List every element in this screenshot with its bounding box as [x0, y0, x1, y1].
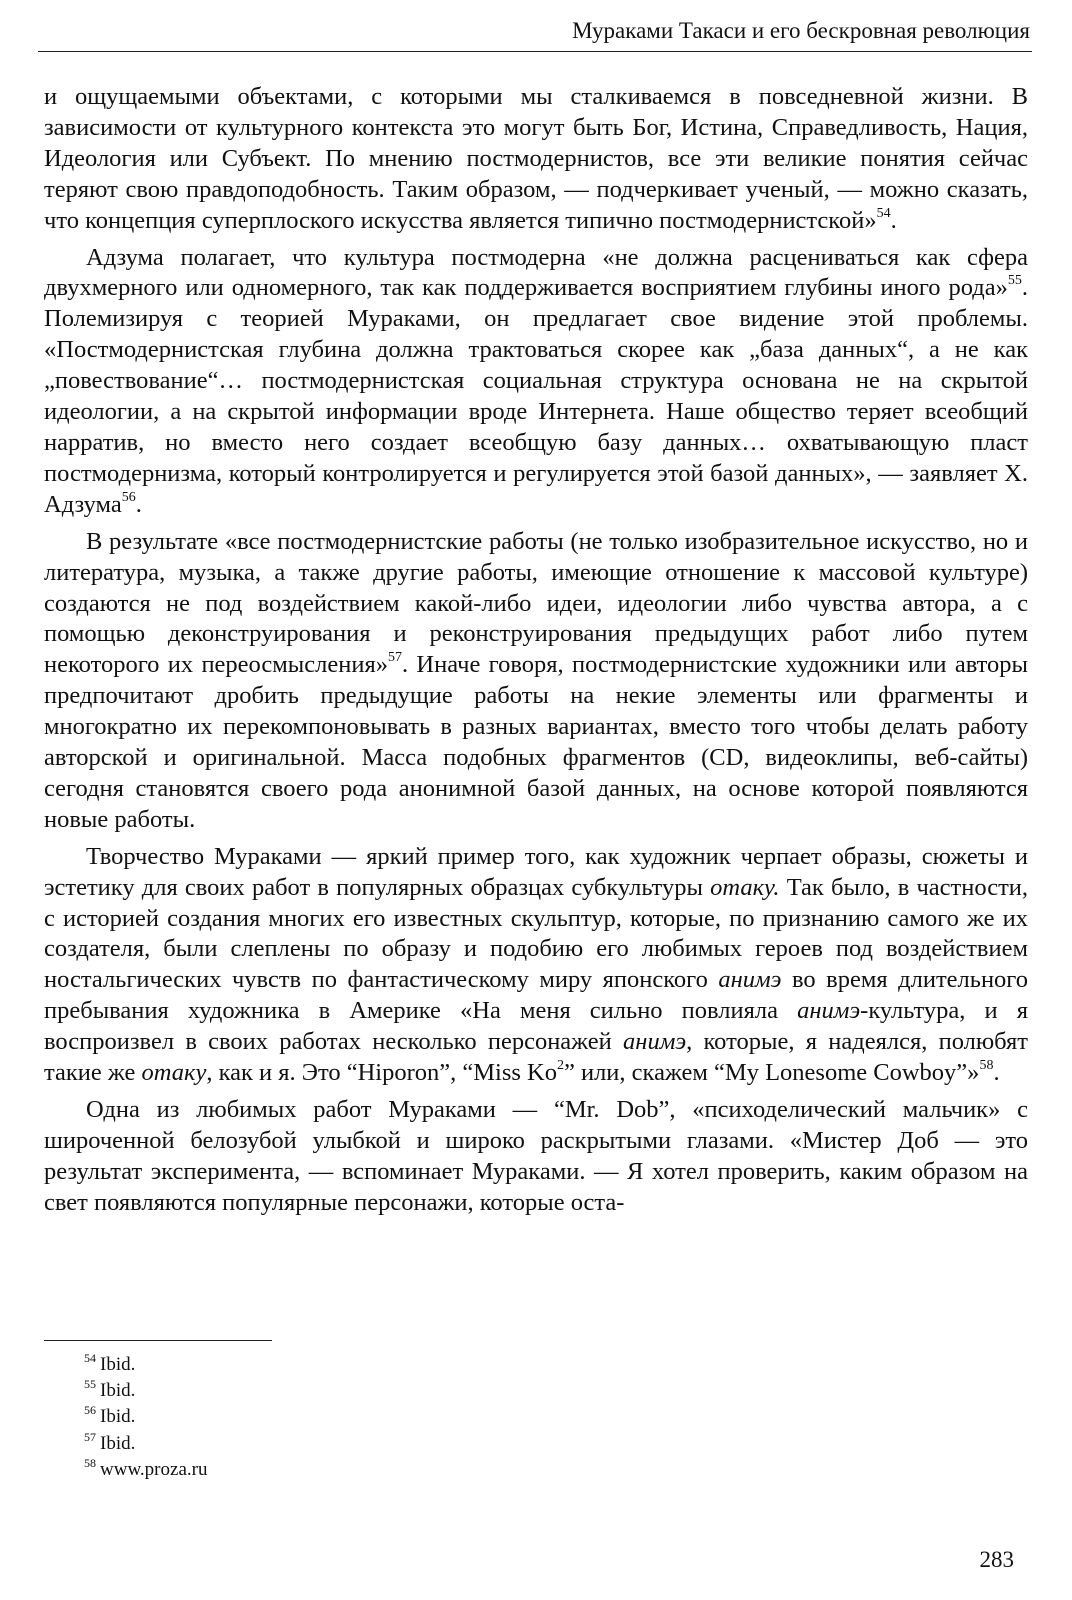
paragraph-3: [44, 527, 1028, 836]
footnote-ref-57: 57: [387, 650, 402, 666]
footnote-number: 56: [84, 1403, 96, 1418]
footnote-number: 57: [84, 1429, 96, 1444]
paragraph-4: [44, 842, 1028, 1089]
paragraph-text: .: [993, 1059, 1000, 1087]
paragraph-text: во время длительного пребывания художника в Америке «На меня сильно повлияла: [44, 966, 1028, 1025]
footnote-ref-55: 55: [1007, 273, 1022, 289]
paragraph-text: -культура, и я воспроизвел в своих работах несколько персонажей: [44, 997, 1028, 1056]
italic-term: отаку.: [710, 873, 780, 901]
footnotes: [84, 1352, 207, 1483]
paragraph-text: и ощущаемыми объектами, с которыми мы сталкиваемся в повседневной жизни. В зависимости от культурного контекста это могут быть Бог, Истина, Справедливость, Нация, Идеология или Субъект. По мнению постмодернистов, все эти великие понятия сейчас теряют свою правдоподобность. Таким образом, — подчеркивает ученый, — можно сказать, что концепция суперплоского искусства является типично постмодернистской»: [44, 83, 1028, 234]
paragraph-5: [44, 1095, 1028, 1219]
footnote-ref-54: 54: [876, 205, 891, 221]
footnote-56: [84, 1404, 207, 1430]
footnote-ref-58: 58: [979, 1058, 994, 1074]
body-text: [44, 82, 1028, 1219]
running-header: [38, 14, 1032, 52]
footnote-ref-56: 56: [121, 489, 136, 505]
paragraph-text: .: [135, 490, 142, 518]
paragraph-text: , как и я. Это “Hiporon”, “Miss Ko: [206, 1059, 557, 1087]
italic-term: отаку: [141, 1059, 207, 1087]
superscript-2: 2: [556, 1058, 564, 1074]
paragraph-text: . Полемизируя с теорией Мураками, он предлагает свое видение этой проблемы. «Постмодернистская глубина должна трактоваться скорее как „база данных“, а не как „повествование“… постмодернистская социальная структура основана не на скрытой идеологии, а на скрытой информации вроде Интернета. Наше общество теряет всеобщий нарратив, но вместо него создает всеобщую базу данных… охватывающую пласт постмодернизма, который контролируется и регулируется этой базой данных», — заявляет Х. Адзума: [44, 274, 1028, 518]
footnote-text: Ibid.: [100, 1354, 136, 1375]
paragraph-text: .: [890, 206, 897, 234]
paragraph-text: . Иначе говоря, постмодернистские художники или авторы предпочитают дробить предыдущие работы на некие элементы или фрагменты и многократно их перекомпоновывать в разных вариантах, вместо того чтобы делать работу авторской и оригинальной. Масса подобных фрагментов (CD, видеоклипы, веб-сайты) сегодня становятся своего рода анонимной базой данных, на основе которой появляются новые работы.: [44, 651, 1028, 833]
paragraph-text: В результате «все постмодернистские работы (не только изобразительное искусство, но и литература, музыка, а также другие работы, имеющие отношение к массовой культуре) создаются не под воздействием какой-либо идеи, идеологии либо чувства автора, а с помощью деконструирования и реконструирования предыдущих работ либо путем некоторого их переосмысления»: [44, 527, 1028, 679]
paragraph-2: [44, 243, 1028, 521]
footnote-text: www.proza.ru: [100, 1458, 208, 1480]
footnote-58: [84, 1457, 207, 1483]
footnote-text: Ibid.: [100, 1380, 136, 1402]
italic-term: анимэ: [718, 966, 782, 994]
footnote-separator: [44, 1340, 272, 1341]
paragraph-text: ” или, скажем “My Lonesome Cowboy”»: [563, 1059, 980, 1087]
footnote-text: Ibid.: [100, 1432, 136, 1454]
footnote-number: 54: [84, 1351, 96, 1365]
paragraph-text: Одна из любимых работ Мураками — “Mr. Dob”, «психоделический мальчик» с широченной белозубой улыбкой и широко раскрытыми глазами. «Мистер Доб — это результат эксперимента, — вспоминает Мураками. — Я хотел проверить, каким образом на свет появляются популярные персонажи, которые оста-: [44, 1096, 1028, 1216]
paragraph-text: , которые, я надеялся, полюбят такие же: [44, 1028, 1029, 1087]
running-title: Мураками Такаси и его бескровная революция: [572, 18, 1030, 43]
page-number: 283: [979, 1547, 1014, 1572]
paragraph-1: [44, 82, 1028, 237]
italic-term: анимэ: [797, 997, 861, 1025]
paragraph-text: Адзума полагает, что культура постмодерна «не должна расцениваться как сфера двухмерного или одномерного, так как поддерживается восприятием глубины иного рода»: [44, 243, 1028, 302]
footnote-57: [84, 1431, 207, 1457]
footnote-54: [84, 1352, 207, 1378]
italic-term: анимэ: [623, 1028, 687, 1056]
footnote-number: 58: [84, 1455, 96, 1470]
footnote-55: [84, 1378, 207, 1404]
footnote-text: Ibid.: [100, 1406, 136, 1428]
footnote-number: 55: [84, 1377, 96, 1392]
paragraph-text: Творчество Мураками — яркий пример того, как художник черпает образы, сюжеты и эстетику для своих работ в популярных образцах субкультуры: [44, 842, 1028, 901]
paragraph-text: Так было, в частности, с историей создания многих его известных скульптур, которые, по признанию самого же их создателя, были слеплены по образу и подобию его любимых героев под воздействием ностальгических чувств по фантастическому миру японского: [44, 873, 1029, 994]
